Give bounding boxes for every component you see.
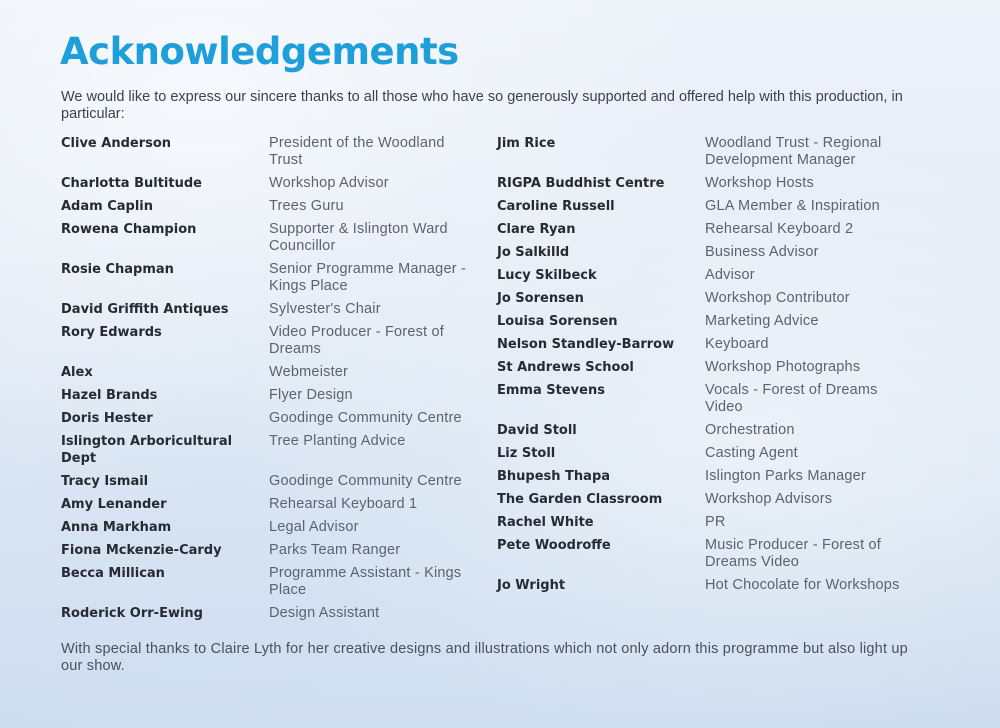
- credit-name: Nelson Standley-Barrow: [497, 337, 675, 352]
- credit-name: The Garden Classroom: [497, 492, 663, 507]
- credit-name: Emma Stevens: [497, 383, 605, 398]
- credit-role: Parks Team Ranger: [269, 542, 401, 558]
- credit-row: [497, 175, 917, 192]
- credit-name: Rowena Champion: [61, 222, 197, 237]
- credit-name: Roderick Orr-Ewing: [61, 606, 203, 621]
- credit-name: Anna Markham: [61, 520, 172, 535]
- credit-row: [61, 301, 481, 318]
- right-credits-column: [497, 135, 917, 600]
- credit-role: President of the Woodland Trust: [269, 135, 445, 168]
- credit-role: Workshop Photographs: [705, 359, 861, 375]
- credit-row: [61, 387, 481, 404]
- credit-row: [497, 221, 917, 238]
- credit-name: Rory Edwards: [61, 325, 162, 340]
- credit-row: [497, 468, 917, 485]
- credit-name: Caroline Russell: [497, 199, 615, 214]
- credit-role: Trees Guru: [269, 198, 344, 214]
- credit-row: [61, 261, 481, 295]
- credit-name: Hazel Brands: [61, 388, 158, 403]
- credit-role: Video Producer - Forest of Dreams: [269, 324, 444, 357]
- credit-role: Hot Chocolate for Workshops: [705, 577, 900, 593]
- credit-name: Jim Rice: [497, 136, 556, 151]
- credit-row: [497, 198, 917, 215]
- credit-role: Rehearsal Keyboard 1: [269, 496, 418, 512]
- credit-role: PR: [705, 514, 726, 530]
- credit-role: Workshop Hosts: [705, 175, 814, 191]
- credit-row: [497, 290, 917, 307]
- credit-name: Alex: [61, 365, 93, 380]
- credit-row: [497, 514, 917, 531]
- credit-row: [61, 364, 481, 381]
- credit-row: [61, 565, 481, 599]
- credit-name: David Stoll: [497, 423, 577, 438]
- credit-row: [497, 445, 917, 462]
- credit-name: Islington Arboricultural Dept: [61, 434, 233, 466]
- credit-role: Workshop Advisors: [705, 491, 833, 507]
- credit-role: Woodland Trust - Regional Development Manager: [705, 135, 882, 168]
- credit-row: [61, 605, 481, 622]
- credit-row: [497, 313, 917, 330]
- credit-name: Pete Woodroffe: [497, 538, 611, 553]
- credit-role: Senior Programme Manager - Kings Place: [269, 261, 466, 294]
- credit-name: Adam Caplin: [61, 199, 153, 214]
- credit-row: [61, 221, 481, 255]
- credit-name: Lucy Skilbeck: [497, 268, 597, 283]
- credit-role: GLA Member & Inspiration: [705, 198, 880, 214]
- credit-role: Islington Parks Manager: [705, 468, 866, 484]
- credit-role: Supporter & Islington Ward Councillor: [269, 221, 448, 254]
- credit-role: Advisor: [705, 267, 755, 283]
- credit-role: Marketing Advice: [705, 313, 819, 329]
- credit-role: Flyer Design: [269, 387, 353, 403]
- credit-row: [61, 542, 481, 559]
- credit-role: Sylvester's Chair: [269, 301, 381, 317]
- credit-name: Rachel White: [497, 515, 594, 530]
- credit-name: RIGPA Buddhist Centre: [497, 176, 665, 191]
- credit-row: [497, 135, 917, 169]
- credit-role: Music Producer - Forest of Dreams Video: [705, 537, 882, 570]
- credit-role: Goodinge Community Centre: [269, 473, 462, 489]
- credit-row: [61, 198, 481, 215]
- credit-row: [497, 577, 917, 594]
- intro-text: We would like to express our sincere thanks to all those who have so generously supported and offered help with this production, in particular:: [61, 89, 903, 122]
- credit-name: Charlotta Bultitude: [61, 176, 202, 191]
- special-thanks-text: With special thanks to Claire Lyth for her creative designs and illustrations which not only adorn this programme but also light up our show.: [61, 641, 908, 674]
- credit-role: Webmeister: [269, 364, 349, 380]
- credit-row: [61, 473, 481, 490]
- credit-role: Casting Agent: [705, 445, 798, 461]
- credit-name: David Griffith Antiques: [61, 302, 229, 317]
- credit-name: St Andrews School: [497, 360, 634, 375]
- credit-role: Goodinge Community Centre: [269, 410, 462, 426]
- credit-row: [497, 537, 917, 571]
- credit-row: [497, 422, 917, 439]
- credit-row: [61, 496, 481, 513]
- credit-role: Rehearsal Keyboard 2: [705, 221, 854, 237]
- credit-role: Programme Assistant - Kings Place: [269, 565, 462, 598]
- page-title: Acknowledgements: [60, 30, 459, 73]
- credit-row: [497, 336, 917, 353]
- credit-role: Legal Advisor: [269, 519, 359, 535]
- left-credits-column: [61, 135, 481, 628]
- credit-row: [61, 175, 481, 192]
- credit-name: Jo Wright: [497, 578, 566, 593]
- credit-role: Keyboard: [705, 336, 769, 352]
- credit-row: [61, 135, 481, 169]
- credit-role: Business Advisor: [705, 244, 819, 260]
- credit-name: Becca Millican: [61, 566, 165, 581]
- credit-role: Vocals - Forest of Dreams Video: [705, 382, 878, 415]
- credit-name: Clare Ryan: [497, 222, 576, 237]
- credit-row: [497, 491, 917, 508]
- credit-row: [61, 433, 481, 467]
- credit-name: Doris Hester: [61, 411, 153, 426]
- credit-role: Design Assistant: [269, 605, 380, 621]
- credit-row: [497, 359, 917, 376]
- credit-name: Tracy Ismail: [61, 474, 149, 489]
- credit-name: Liz Stoll: [497, 446, 556, 461]
- credit-name: Bhupesh Thapa: [497, 469, 611, 484]
- credit-role: Orchestration: [705, 422, 795, 438]
- credit-row: [61, 410, 481, 427]
- credit-name: Amy Lenander: [61, 497, 167, 512]
- credit-role: Workshop Contributor: [705, 290, 850, 306]
- credit-name: Rosie Chapman: [61, 262, 174, 277]
- credit-row: [497, 382, 917, 416]
- credit-name: Fiona Mckenzie-Cardy: [61, 543, 222, 558]
- credit-role: Workshop Advisor: [269, 175, 389, 191]
- credit-role: Tree Planting Advice: [269, 433, 406, 449]
- credit-name: Jo Sorensen: [497, 291, 584, 306]
- credit-row: [61, 324, 481, 358]
- credit-row: [497, 244, 917, 261]
- credit-name: Louisa Sorensen: [497, 314, 618, 329]
- credit-name: Jo Salkilld: [497, 245, 570, 260]
- credit-name: Clive Anderson: [61, 136, 172, 151]
- credit-row: [497, 267, 917, 284]
- credit-row: [61, 519, 481, 536]
